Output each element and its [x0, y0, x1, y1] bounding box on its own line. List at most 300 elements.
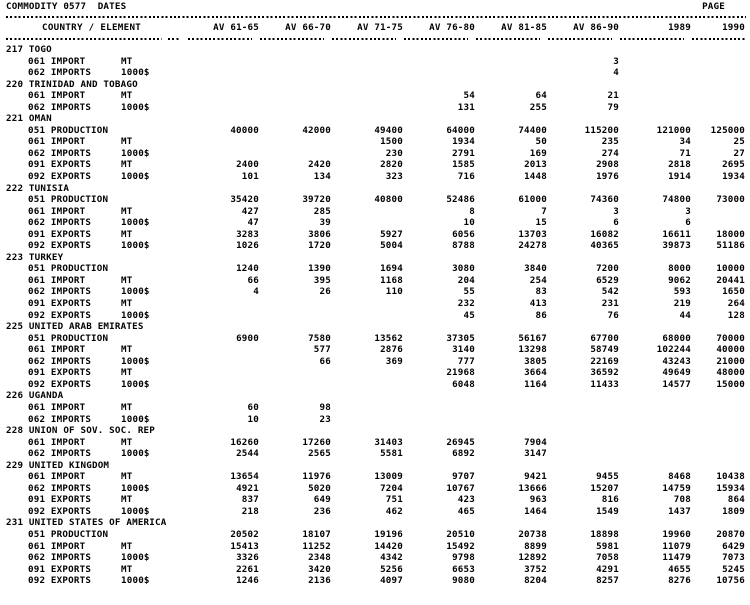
country-row — [0, 183, 750, 195]
element-row — [0, 437, 750, 449]
column-header-0: AV 61-65 — [213, 22, 259, 33]
cell-value: 10756 — [716, 575, 745, 587]
cell-value: 169 — [529, 147, 547, 159]
cell-value: 37305 — [446, 332, 475, 344]
cell-value: 3805 — [524, 355, 547, 367]
cell-value: 542 — [601, 286, 619, 298]
cell-value: 42000 — [302, 124, 331, 136]
cell-value: 8899 — [524, 540, 547, 552]
cell-value: 3080 — [452, 263, 475, 275]
column-header-row — [0, 20, 750, 36]
cell-value: 10438 — [716, 471, 745, 483]
report-body — [0, 44, 750, 587]
cell-value: 274 — [601, 147, 619, 159]
rule-segment — [332, 38, 396, 40]
element-label: 091 EXPORTS — [28, 367, 92, 379]
element-row — [0, 310, 750, 322]
cell-value: 9798 — [452, 552, 475, 564]
cell-value: 1914 — [668, 171, 691, 183]
element-label: 051 PRODUCTION — [28, 124, 109, 136]
element-label: 061 IMPORT — [28, 344, 86, 356]
element-label: 062 IMPORTS — [28, 355, 92, 367]
unit-label: MT — [121, 540, 133, 552]
cell-value: 40000 — [230, 124, 259, 136]
cell-value: 125000 — [710, 124, 745, 136]
cell-value: 6056 — [452, 228, 475, 240]
cell-value: 49649 — [662, 367, 691, 379]
element-row — [0, 494, 750, 506]
cell-value: 11433 — [590, 378, 619, 390]
element-label: 061 IMPORT — [28, 55, 86, 67]
unit-label: MT — [121, 136, 133, 148]
cell-value: 22169 — [590, 355, 619, 367]
element-row — [0, 414, 750, 426]
cell-value: 66 — [247, 274, 259, 286]
cell-value: 4342 — [380, 552, 403, 564]
cell-value: 7204 — [380, 482, 403, 494]
element-label: 061 IMPORT — [28, 205, 86, 217]
cell-value: 2695 — [722, 159, 745, 171]
rule-segment — [404, 38, 468, 40]
rule-segment — [548, 38, 612, 40]
cell-value: 10 — [463, 217, 475, 229]
cell-value: 6529 — [596, 274, 619, 286]
cell-value: 323 — [385, 171, 403, 183]
element-label: 092 EXPORTS — [28, 171, 92, 183]
cell-value: 14759 — [662, 482, 691, 494]
cell-value: 110 — [385, 286, 403, 298]
element-row — [0, 483, 750, 495]
cell-value: 427 — [241, 205, 259, 217]
cell-value: 49400 — [374, 124, 403, 136]
cell-value: 8276 — [668, 575, 691, 587]
cell-value: 11079 — [662, 540, 691, 552]
unit-label: MT — [121, 159, 133, 171]
cell-value: 10767 — [446, 482, 475, 494]
cell-value: 1694 — [380, 263, 403, 275]
cell-value: 3140 — [452, 344, 475, 356]
cell-value: 2818 — [668, 159, 691, 171]
element-row — [0, 56, 750, 68]
cell-value: 12892 — [518, 552, 547, 564]
cell-value: 5004 — [380, 240, 403, 252]
country-label: 229 UNITED KINGDOM — [6, 459, 110, 471]
cell-value: 751 — [385, 494, 403, 506]
cell-value: 26945 — [446, 436, 475, 448]
element-row — [0, 344, 750, 356]
cell-value: 1026 — [236, 240, 259, 252]
cell-value: 3 — [613, 205, 619, 217]
unit-label: MT — [121, 401, 133, 413]
element-label: 091 EXPORTS — [28, 494, 92, 506]
cell-value: 1168 — [380, 274, 403, 286]
element-row — [0, 298, 750, 310]
cell-value: 34 — [679, 136, 691, 148]
cell-value: 4655 — [668, 563, 691, 575]
cell-value: 1809 — [722, 505, 745, 517]
cell-value: 76 — [607, 309, 619, 321]
cell-value: 5020 — [308, 482, 331, 494]
element-label: 062 IMPORTS — [28, 552, 92, 564]
cell-value: 2348 — [308, 552, 331, 564]
cell-value: 1464 — [524, 505, 547, 517]
element-row — [0, 171, 750, 183]
element-label: 091 EXPORTS — [28, 159, 92, 171]
cell-value: 3 — [613, 55, 619, 67]
cell-value: 40365 — [590, 240, 619, 252]
cell-value: 11976 — [302, 471, 331, 483]
cell-value: 369 — [385, 355, 403, 367]
cell-value: 7058 — [596, 552, 619, 564]
country-row — [0, 321, 750, 333]
cell-value: 2565 — [308, 448, 331, 460]
cell-value: 40800 — [374, 194, 403, 206]
element-label: 061 IMPORT — [28, 471, 86, 483]
rule-segment — [620, 38, 684, 40]
cell-value: 8204 — [524, 575, 547, 587]
element-row — [0, 471, 750, 483]
element-label: 051 PRODUCTION — [28, 263, 109, 275]
cell-value: 21968 — [446, 367, 475, 379]
element-label: 061 IMPORT — [28, 540, 86, 552]
cell-value: 134 — [313, 171, 331, 183]
cell-value: 35420 — [230, 194, 259, 206]
cell-value: 18000 — [716, 228, 745, 240]
country-label: 223 TURKEY — [6, 251, 64, 263]
cell-value: 2013 — [524, 159, 547, 171]
element-row — [0, 367, 750, 379]
cell-value: 716 — [457, 171, 475, 183]
element-label: 062 IMPORTS — [28, 286, 92, 298]
cell-value: 79 — [607, 101, 619, 113]
cell-value: 816 — [601, 494, 619, 506]
cell-value: 1246 — [236, 575, 259, 587]
cell-value: 264 — [727, 298, 745, 310]
cell-value: 230 — [385, 147, 403, 159]
country-row — [0, 425, 750, 437]
cell-value: 8 — [469, 205, 475, 217]
element-row — [0, 217, 750, 229]
column-header-5: AV 86-90 — [573, 22, 619, 33]
cell-value: 86 — [535, 309, 547, 321]
cell-value: 1437 — [668, 505, 691, 517]
element-label: 061 IMPORT — [28, 436, 86, 448]
unit-label: 1000$ — [121, 482, 150, 494]
cell-value: 4291 — [596, 563, 619, 575]
cell-value: 74800 — [662, 194, 691, 206]
element-label: 092 EXPORTS — [28, 240, 92, 252]
unit-label: MT — [121, 471, 133, 483]
rule-segment — [6, 16, 746, 18]
unit-label: 1000$ — [121, 575, 150, 587]
cell-value: 7200 — [596, 263, 619, 275]
country-row — [0, 460, 750, 472]
element-row — [0, 379, 750, 391]
cell-value: 39873 — [662, 240, 691, 252]
cell-value: 963 — [529, 494, 547, 506]
cell-value: 231 — [601, 298, 619, 310]
cell-value: 15 — [535, 217, 547, 229]
cell-value: 16260 — [230, 436, 259, 448]
cell-value: 7580 — [308, 332, 331, 344]
element-label: 092 EXPORTS — [28, 575, 92, 587]
rule-segment — [168, 38, 180, 40]
cell-value: 20870 — [716, 528, 745, 540]
cell-value: 11252 — [302, 540, 331, 552]
cell-value: 27 — [733, 147, 745, 159]
cell-value: 40000 — [716, 344, 745, 356]
cell-value: 1934 — [452, 136, 475, 148]
cell-value: 64 — [535, 90, 547, 102]
cell-value: 1720 — [308, 240, 331, 252]
cell-value: 16082 — [590, 228, 619, 240]
cell-value: 235 — [601, 136, 619, 148]
cell-value: 20441 — [716, 274, 745, 286]
cell-value: 128 — [727, 309, 745, 321]
element-label: 051 PRODUCTION — [28, 194, 109, 206]
cell-value: 7904 — [524, 436, 547, 448]
cell-value: 73000 — [716, 194, 745, 206]
cell-value: 2876 — [380, 344, 403, 356]
cell-value: 15207 — [590, 482, 619, 494]
element-row — [0, 90, 750, 102]
cell-value: 11479 — [662, 552, 691, 564]
cell-value: 115200 — [584, 124, 619, 136]
country-label: 220 TRINIDAD AND TOBAGO — [6, 78, 138, 90]
cell-value: 1934 — [722, 171, 745, 183]
cell-value: 4921 — [236, 482, 259, 494]
element-row — [0, 356, 750, 368]
cell-value: 4097 — [380, 575, 403, 587]
cell-value: 15492 — [446, 540, 475, 552]
cell-value: 423 — [457, 494, 475, 506]
cell-value: 649 — [313, 494, 331, 506]
cell-value: 777 — [457, 355, 475, 367]
cell-value: 21 — [607, 90, 619, 102]
cell-value: 465 — [457, 505, 475, 517]
country-label: 228 UNION OF SOV. SOC. REP — [6, 425, 156, 437]
cell-value: 6 — [685, 217, 691, 229]
element-row — [0, 275, 750, 287]
cell-value: 1549 — [596, 505, 619, 517]
cell-value: 19960 — [662, 528, 691, 540]
cell-value: 23 — [319, 413, 331, 425]
unit-label: MT — [121, 563, 133, 575]
cell-value: 13654 — [230, 471, 259, 483]
element-label: 062 IMPORTS — [28, 482, 92, 494]
cell-value: 3420 — [308, 563, 331, 575]
country-row — [0, 113, 750, 125]
element-row — [0, 240, 750, 252]
cell-value: 236 — [313, 505, 331, 517]
cell-value: 20510 — [446, 528, 475, 540]
rule-segment — [692, 38, 746, 40]
element-row — [0, 564, 750, 576]
cell-value: 9707 — [452, 471, 475, 483]
cell-value: 6900 — [236, 332, 259, 344]
cell-value: 3840 — [524, 263, 547, 275]
element-row — [0, 263, 750, 275]
cell-value: 67700 — [590, 332, 619, 344]
cell-value: 2791 — [452, 147, 475, 159]
cell-value: 3147 — [524, 448, 547, 460]
country-label: 226 UGANDA — [6, 390, 64, 402]
element-label: 092 EXPORTS — [28, 505, 92, 517]
cell-value: 3326 — [236, 552, 259, 564]
cell-value: 3283 — [236, 228, 259, 240]
unit-label: 1000$ — [121, 240, 150, 252]
rule-segment — [188, 38, 252, 40]
unit-label: MT — [121, 55, 133, 67]
cell-value: 55 — [463, 286, 475, 298]
cell-value: 60 — [247, 401, 259, 413]
cell-value: 15934 — [716, 482, 745, 494]
cell-value: 36592 — [590, 367, 619, 379]
cell-value: 13562 — [374, 332, 403, 344]
cell-value: 1448 — [524, 171, 547, 183]
cell-value: 1240 — [236, 263, 259, 275]
cell-value: 64000 — [446, 124, 475, 136]
cell-value: 1976 — [596, 171, 619, 183]
cell-value: 5981 — [596, 540, 619, 552]
element-row — [0, 286, 750, 298]
element-label: 061 IMPORT — [28, 274, 86, 286]
element-label: 061 IMPORT — [28, 401, 86, 413]
cell-value: 68000 — [662, 332, 691, 344]
cell-value: 1650 — [722, 286, 745, 298]
cell-value: 232 — [457, 298, 475, 310]
cell-value: 218 — [241, 505, 259, 517]
element-row — [0, 206, 750, 218]
cell-value: 3806 — [308, 228, 331, 240]
cell-value: 8000 — [668, 263, 691, 275]
cell-value: 19196 — [374, 528, 403, 540]
cell-value: 3664 — [524, 367, 547, 379]
cell-value: 8257 — [596, 575, 619, 587]
cell-value: 6892 — [452, 448, 475, 460]
unit-label: 1000$ — [121, 171, 150, 183]
column-header-country-element: COUNTRY / ELEMENT — [42, 22, 142, 33]
column-header-2: AV 71-75 — [357, 22, 403, 33]
element-label: 051 PRODUCTION — [28, 528, 109, 540]
cell-value: 5256 — [380, 563, 403, 575]
element-label: 061 IMPORT — [28, 90, 86, 102]
cell-value: 101 — [241, 171, 259, 183]
element-label: 092 EXPORTS — [28, 309, 92, 321]
cell-value: 14420 — [374, 540, 403, 552]
element-row — [0, 229, 750, 241]
cell-value: 2544 — [236, 448, 259, 460]
cell-value: 13703 — [518, 228, 547, 240]
cell-value: 43243 — [662, 355, 691, 367]
country-label: 231 UNITED STATES OF AMERICA — [6, 517, 167, 529]
column-header-6: 1989 — [668, 22, 691, 33]
element-row — [0, 529, 750, 541]
element-row — [0, 552, 750, 564]
element-row — [0, 402, 750, 414]
element-label: 091 EXPORTS — [28, 298, 92, 310]
country-row — [0, 252, 750, 264]
cell-value: 462 — [385, 505, 403, 517]
cell-value: 71 — [679, 147, 691, 159]
cell-value: 20738 — [518, 528, 547, 540]
unit-label: 1000$ — [121, 147, 150, 159]
cell-value: 5581 — [380, 448, 403, 460]
element-label: 062 IMPORTS — [28, 147, 92, 159]
cell-value: 54 — [463, 90, 475, 102]
element-label: 091 EXPORTS — [28, 563, 92, 575]
cell-value: 25 — [733, 136, 745, 148]
cell-value: 2420 — [308, 159, 331, 171]
cell-value: 56167 — [518, 332, 547, 344]
cell-value: 7073 — [722, 552, 745, 564]
element-label: 062 IMPORTS — [28, 217, 92, 229]
cell-value: 10000 — [716, 263, 745, 275]
cell-value: 6048 — [452, 378, 475, 390]
cell-value: 3 — [685, 205, 691, 217]
cell-value: 4 — [613, 67, 619, 79]
cell-value: 5245 — [722, 563, 745, 575]
cell-value: 45 — [463, 309, 475, 321]
element-row — [0, 159, 750, 171]
unit-label: MT — [121, 298, 133, 310]
column-header-1: AV 66-70 — [285, 22, 331, 33]
cell-value: 1585 — [452, 159, 475, 171]
element-row — [0, 506, 750, 518]
cell-value: 39720 — [302, 194, 331, 206]
cell-value: 18107 — [302, 528, 331, 540]
element-label: 092 EXPORTS — [28, 378, 92, 390]
cell-value: 6 — [613, 217, 619, 229]
cell-value: 66 — [319, 355, 331, 367]
cell-value: 17260 — [302, 436, 331, 448]
cell-value: 255 — [529, 101, 547, 113]
cell-value: 204 — [457, 274, 475, 286]
cell-value: 8468 — [668, 471, 691, 483]
cell-value: 9062 — [668, 274, 691, 286]
element-row — [0, 541, 750, 553]
element-label: 062 IMPORTS — [28, 413, 92, 425]
unit-label: MT — [121, 367, 133, 379]
cell-value: 15413 — [230, 540, 259, 552]
cell-value: 74400 — [518, 124, 547, 136]
cell-value: 20502 — [230, 528, 259, 540]
column-header-3: AV 76-80 — [429, 22, 475, 33]
unit-label: 1000$ — [121, 552, 150, 564]
unit-label: MT — [121, 494, 133, 506]
cell-value: 58749 — [590, 344, 619, 356]
element-label: 062 IMPORTS — [28, 67, 92, 79]
unit-label: MT — [121, 436, 133, 448]
cell-value: 254 — [529, 274, 547, 286]
cell-value: 837 — [241, 494, 259, 506]
column-header-7: 1990 — [722, 22, 745, 33]
element-label: 061 IMPORT — [28, 136, 86, 148]
cell-value: 3752 — [524, 563, 547, 575]
cell-value: 9080 — [452, 575, 475, 587]
cell-value: 577 — [313, 344, 331, 356]
cell-value: 6653 — [452, 563, 475, 575]
cell-value: 4 — [253, 286, 259, 298]
unit-label: 1000$ — [121, 309, 150, 321]
unit-label: MT — [121, 90, 133, 102]
cell-value: 16611 — [662, 228, 691, 240]
element-label: 051 PRODUCTION — [28, 332, 109, 344]
cell-value: 13666 — [518, 482, 547, 494]
element-row — [0, 148, 750, 160]
unit-label: 1000$ — [121, 67, 150, 79]
cell-value: 864 — [727, 494, 745, 506]
